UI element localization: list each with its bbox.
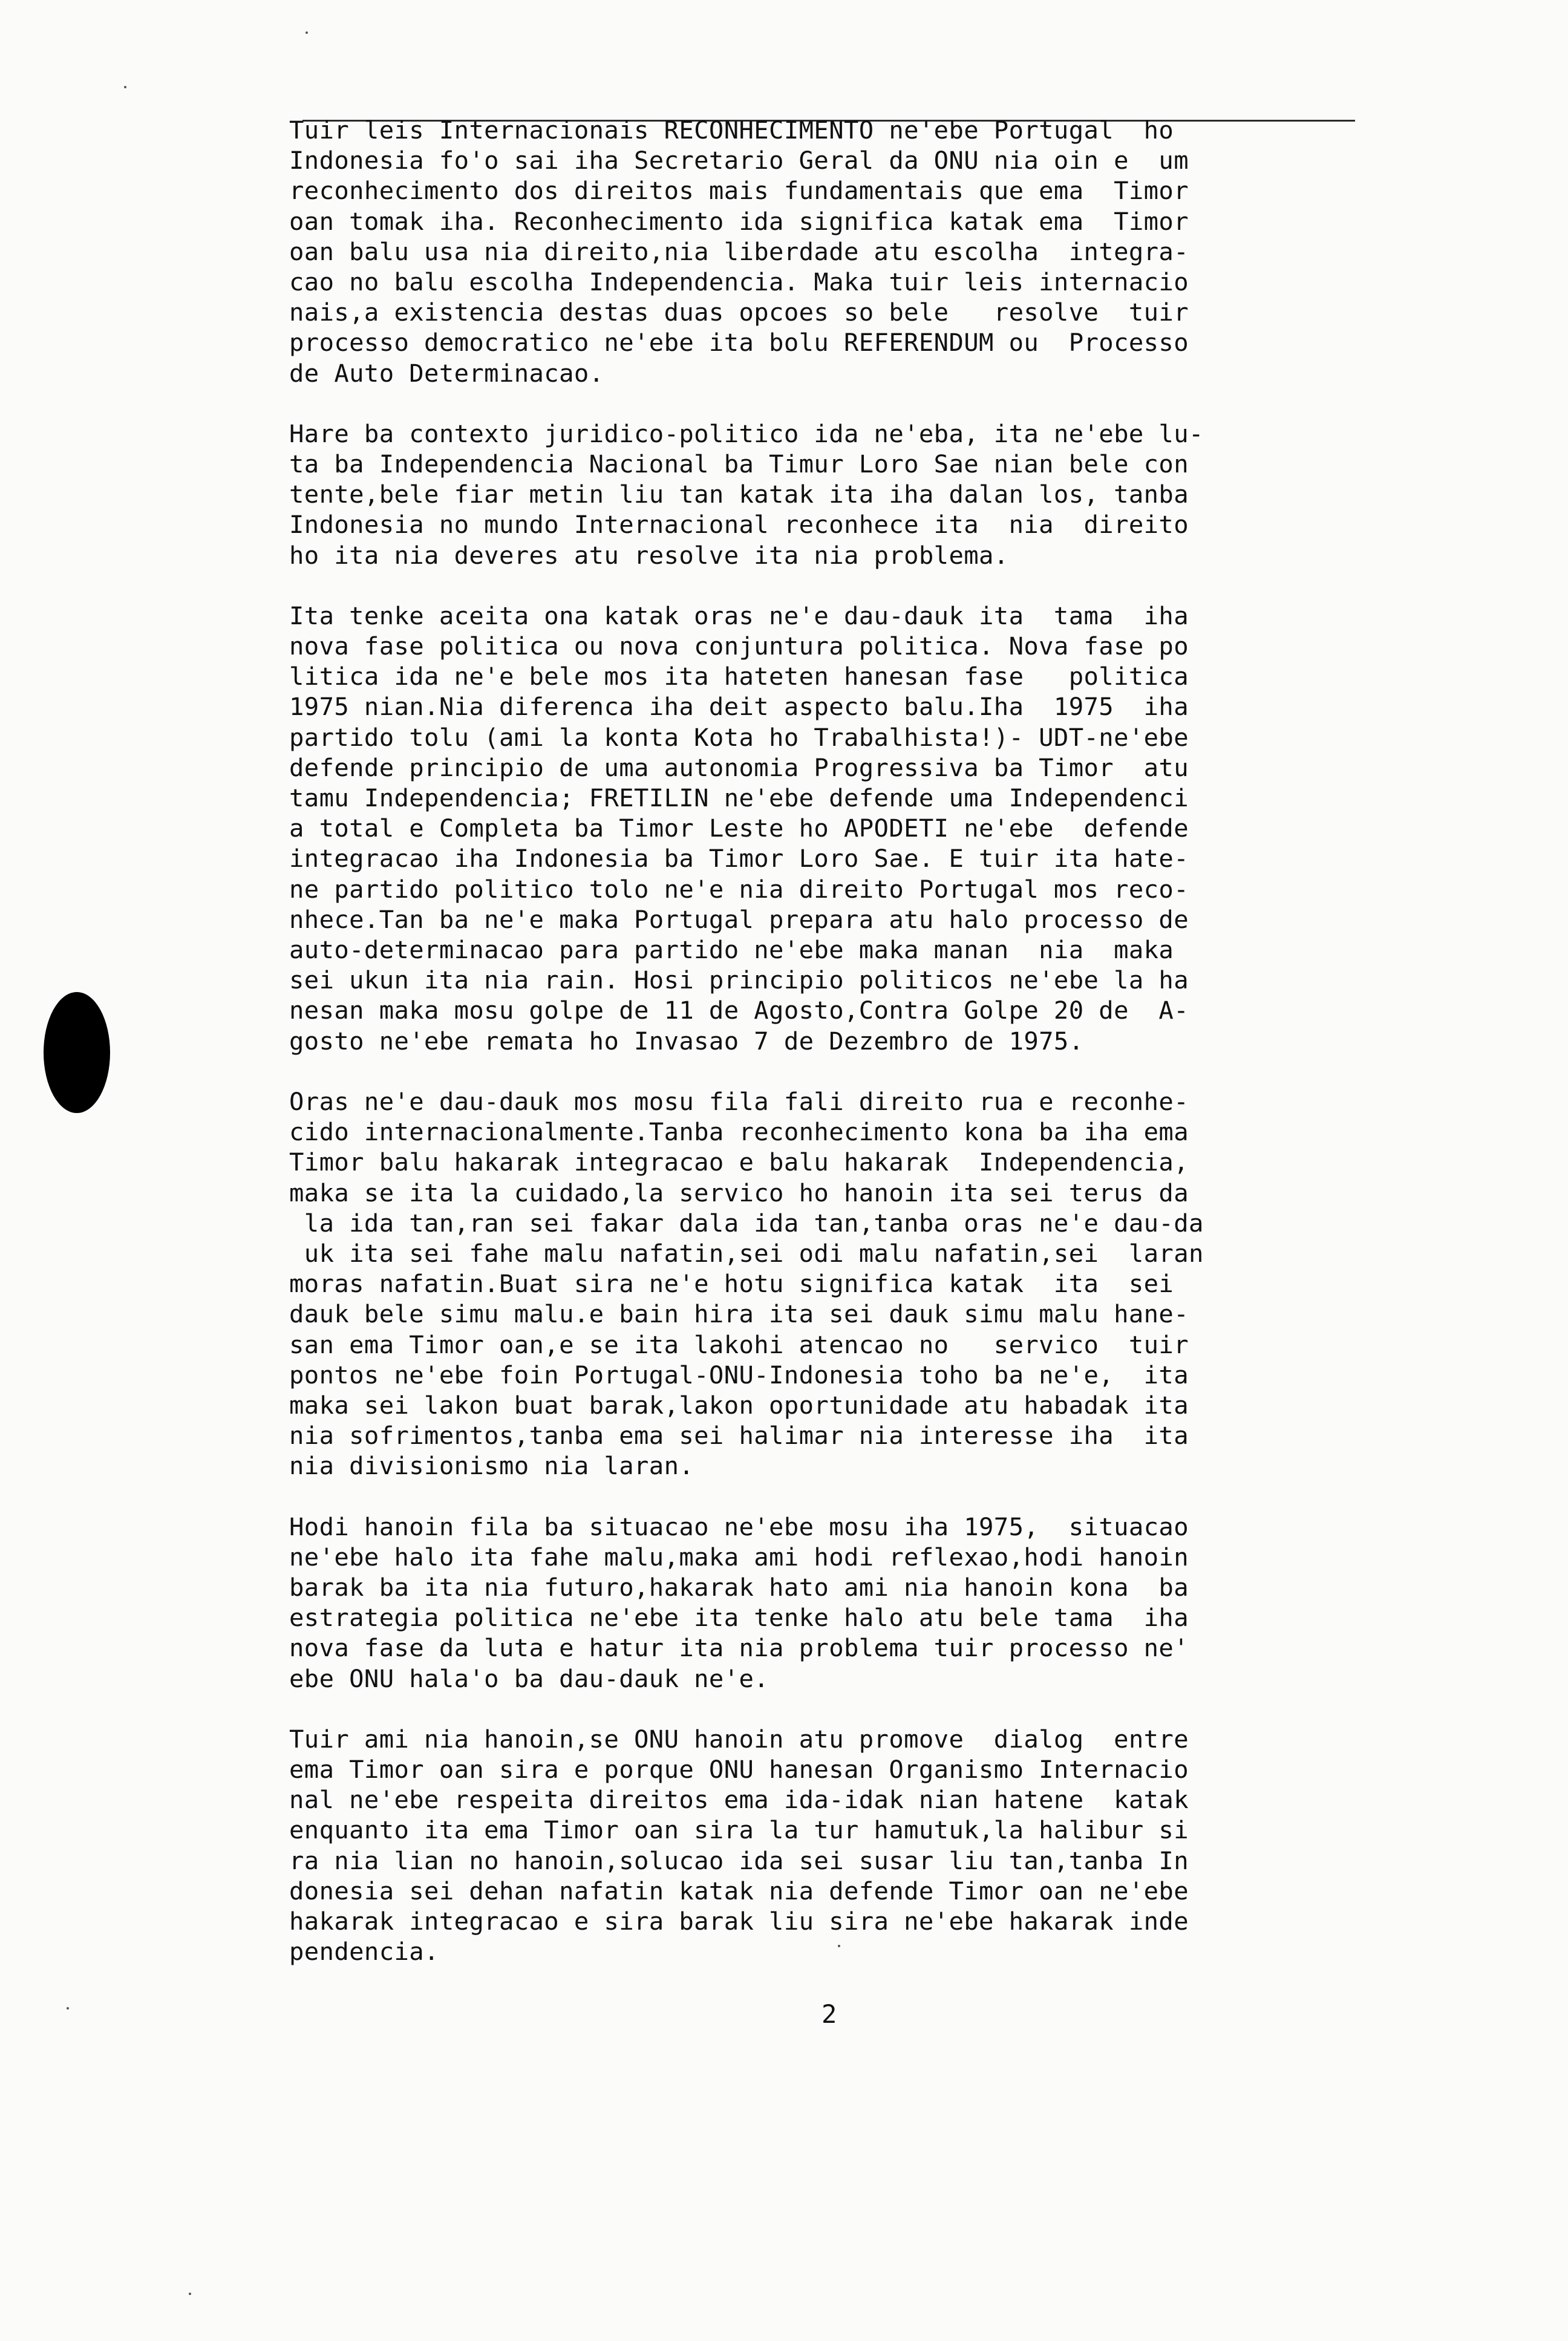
text-line: cido internacionalmente.Tanba reconhecimento kona ba iha ema [289, 1117, 1189, 1147]
text-line: nova fase politica ou nova conjuntura politica. Nova fase po [289, 632, 1189, 661]
scan-speck [67, 2007, 69, 2010]
text-line: litica ida ne'e bele mos ita hateten hanesan fase politica [289, 662, 1189, 691]
text-line: de Auto Determinacao. [289, 358, 604, 388]
document-body [289, 115, 1378, 1997]
text-line: Hare ba contexto juridico-politico ida ne'eba, ita ne'ebe lu- [289, 419, 1204, 448]
scan-speck [124, 86, 126, 88]
text-line: tamu Independencia; FRETILIN ne'ebe defende uma Independenci [289, 783, 1189, 813]
text-line: estrategia politica ne'ebe ita tenke halo atu bele tama iha [289, 1603, 1189, 1633]
text-line: moras nafatin.Buat sira ne'e hotu significa katak ita sei [289, 1269, 1174, 1299]
text-line: Ita tenke aceita ona katak oras ne'e dau-dauk ita tama iha [289, 601, 1189, 630]
text-line: Indonesia no mundo Internacional reconhece ita nia direito [289, 510, 1189, 540]
punch-hole-mark [44, 992, 110, 1113]
text-line: dauk bele simu malu.e bain hira ita sei dauk simu malu hane- [289, 1299, 1189, 1329]
text-line: pontos ne'ebe foin Portugal-ONU-Indonesia toho ba ne'e, ita [289, 1360, 1189, 1389]
text-line: san ema Timor oan,e se ita lakohi atencao no servico tuir [289, 1330, 1189, 1359]
text-line: ho ita nia deveres atu resolve ita nia problema. [289, 540, 1009, 570]
text-line: nia sofrimentos,tanba ema sei halimar nia interesse iha ita [289, 1421, 1189, 1451]
text-line: gosto ne'ebe remata ho Invasao 7 de Dezembro de 1975. [289, 1026, 1084, 1056]
paragraph [289, 115, 1378, 388]
text-line: partido tolu (ami la konta Kota ho Trabalhista!)- UDT-ne'ebe [289, 722, 1189, 752]
text-line: reconhecimento dos direitos mais fundamentais que ema Timor [289, 176, 1189, 206]
text-line: nhece.Tan ba ne'e maka Portugal prepara atu halo processo de [289, 904, 1189, 934]
paragraph [289, 601, 1378, 1056]
text-line: sei ukun ita nia rain. Hosi principio politicos ne'ebe la ha [289, 965, 1189, 995]
paragraph [289, 1086, 1378, 1481]
text-line: la ida tan,ran sei fakar dala ida tan,tanba oras ne'e dau-da [289, 1208, 1204, 1238]
text-line: integracao iha Indonesia ba Timor Loro Sae. E tuir ita hate- [289, 844, 1189, 873]
text-line: ema Timor oan sira e porque ONU hanesan Organismo Internacio [289, 1754, 1189, 1784]
text-line: Indonesia fo'o sai iha Secretario Geral da ONU nia oin e um [289, 146, 1189, 175]
text-line: tente,bele fiar metin liu tan katak ita iha dalan los, tanba [289, 480, 1189, 509]
text-line: nais,a existencia destas duas opcoes so bele resolve tuir [289, 298, 1189, 327]
text-line: pendencia. [289, 1937, 439, 1967]
text-line: ne'ebe halo ita fahe malu,maka ami hodi reflexao,hodi hanoin [289, 1542, 1189, 1572]
text-line: a total e Completa ba Timor Leste ho APODETI ne'ebe defende [289, 814, 1189, 843]
text-line: ebe ONU hala'o ba dau-dauk ne'e. [289, 1664, 769, 1693]
text-line: processo democratico ne'ebe ita bolu REFERENDUM ou Processo [289, 328, 1189, 358]
text-line: defende principio de uma autonomia Progressiva ba Timor atu [289, 753, 1189, 782]
text-line: hakarak integracao e sira barak liu sira ne'ebe hakarak inde [289, 1906, 1189, 1936]
text-line: Tuir leis Internacionais RECONHECIMENTO ne'ebe Portugal ho [289, 116, 1174, 145]
paragraph [289, 1512, 1378, 1694]
text-line: oan balu usa nia direito,nia liberdade atu escolha integra- [289, 237, 1189, 266]
text-line: oan tomak iha. Reconhecimento ida significa katak ema Timor [289, 206, 1189, 236]
text-line: Hodi hanoin fila ba situacao ne'ebe mosu iha 1975, situacao [289, 1512, 1189, 1541]
text-line: cao no balu escolha Independencia. Maka tuir leis internacio [289, 267, 1189, 297]
page-number: 2 [822, 1999, 837, 2029]
text-line: enquanto ita ema Timor oan sira la tur hamutuk,la halibur si [289, 1815, 1189, 1845]
text-line: Oras ne'e dau-dauk mos mosu fila fali direito rua e reconhe- [289, 1086, 1189, 1116]
text-line: nal ne'ebe respeita direitos ema ida-idak nian hatene katak [289, 1785, 1189, 1815]
text-line: Tuir ami nia hanoin,se ONU hanoin atu promove dialog entre [289, 1724, 1189, 1754]
text-line: nesan maka mosu golpe de 11 de Agosto,Contra Golpe 20 de A- [289, 996, 1189, 1025]
text-line: ne partido politico tolo ne'e nia direito Portugal mos reco- [289, 874, 1189, 904]
text-line: maka sei lakon buat barak,lakon oportunidade atu habadak ita [289, 1390, 1189, 1420]
text-line: nova fase da luta e hatur ita nia problema tuir processo ne' [289, 1633, 1189, 1663]
text-line: ta ba Independencia Nacional ba Timur Loro Sae nian bele con [289, 449, 1189, 479]
text-line: nia divisionismo nia laran. [289, 1451, 694, 1481]
text-line: uk ita sei fahe malu nafatin,sei odi malu nafatin,sei laran [289, 1238, 1204, 1268]
text-line: donesia sei dehan nafatin katak nia defende Timor oan ne'ebe [289, 1876, 1189, 1905]
text-line: barak ba ita nia futuro,hakarak hato ami nia hanoin kona ba [289, 1572, 1189, 1602]
text-line: Timor balu hakarak integracao e balu hakarak Independencia, [289, 1148, 1189, 1177]
text-line: maka se ita la cuidado,la servico ho hanoin ita sei terus da [289, 1178, 1189, 1207]
text-line: ra nia lian no hanoin,solucao ida sei susar liu tan,tanba In [289, 1846, 1189, 1875]
text-line: auto-determinacao para partido ne'ebe maka manan nia maka [289, 935, 1174, 965]
paragraph [289, 419, 1378, 570]
scan-speck [189, 2293, 191, 2295]
scan-speck [305, 31, 308, 34]
paragraph [289, 1724, 1378, 1967]
text-line: 1975 nian.Nia diferenca iha deit aspecto balu.Iha 1975 iha [289, 692, 1189, 722]
